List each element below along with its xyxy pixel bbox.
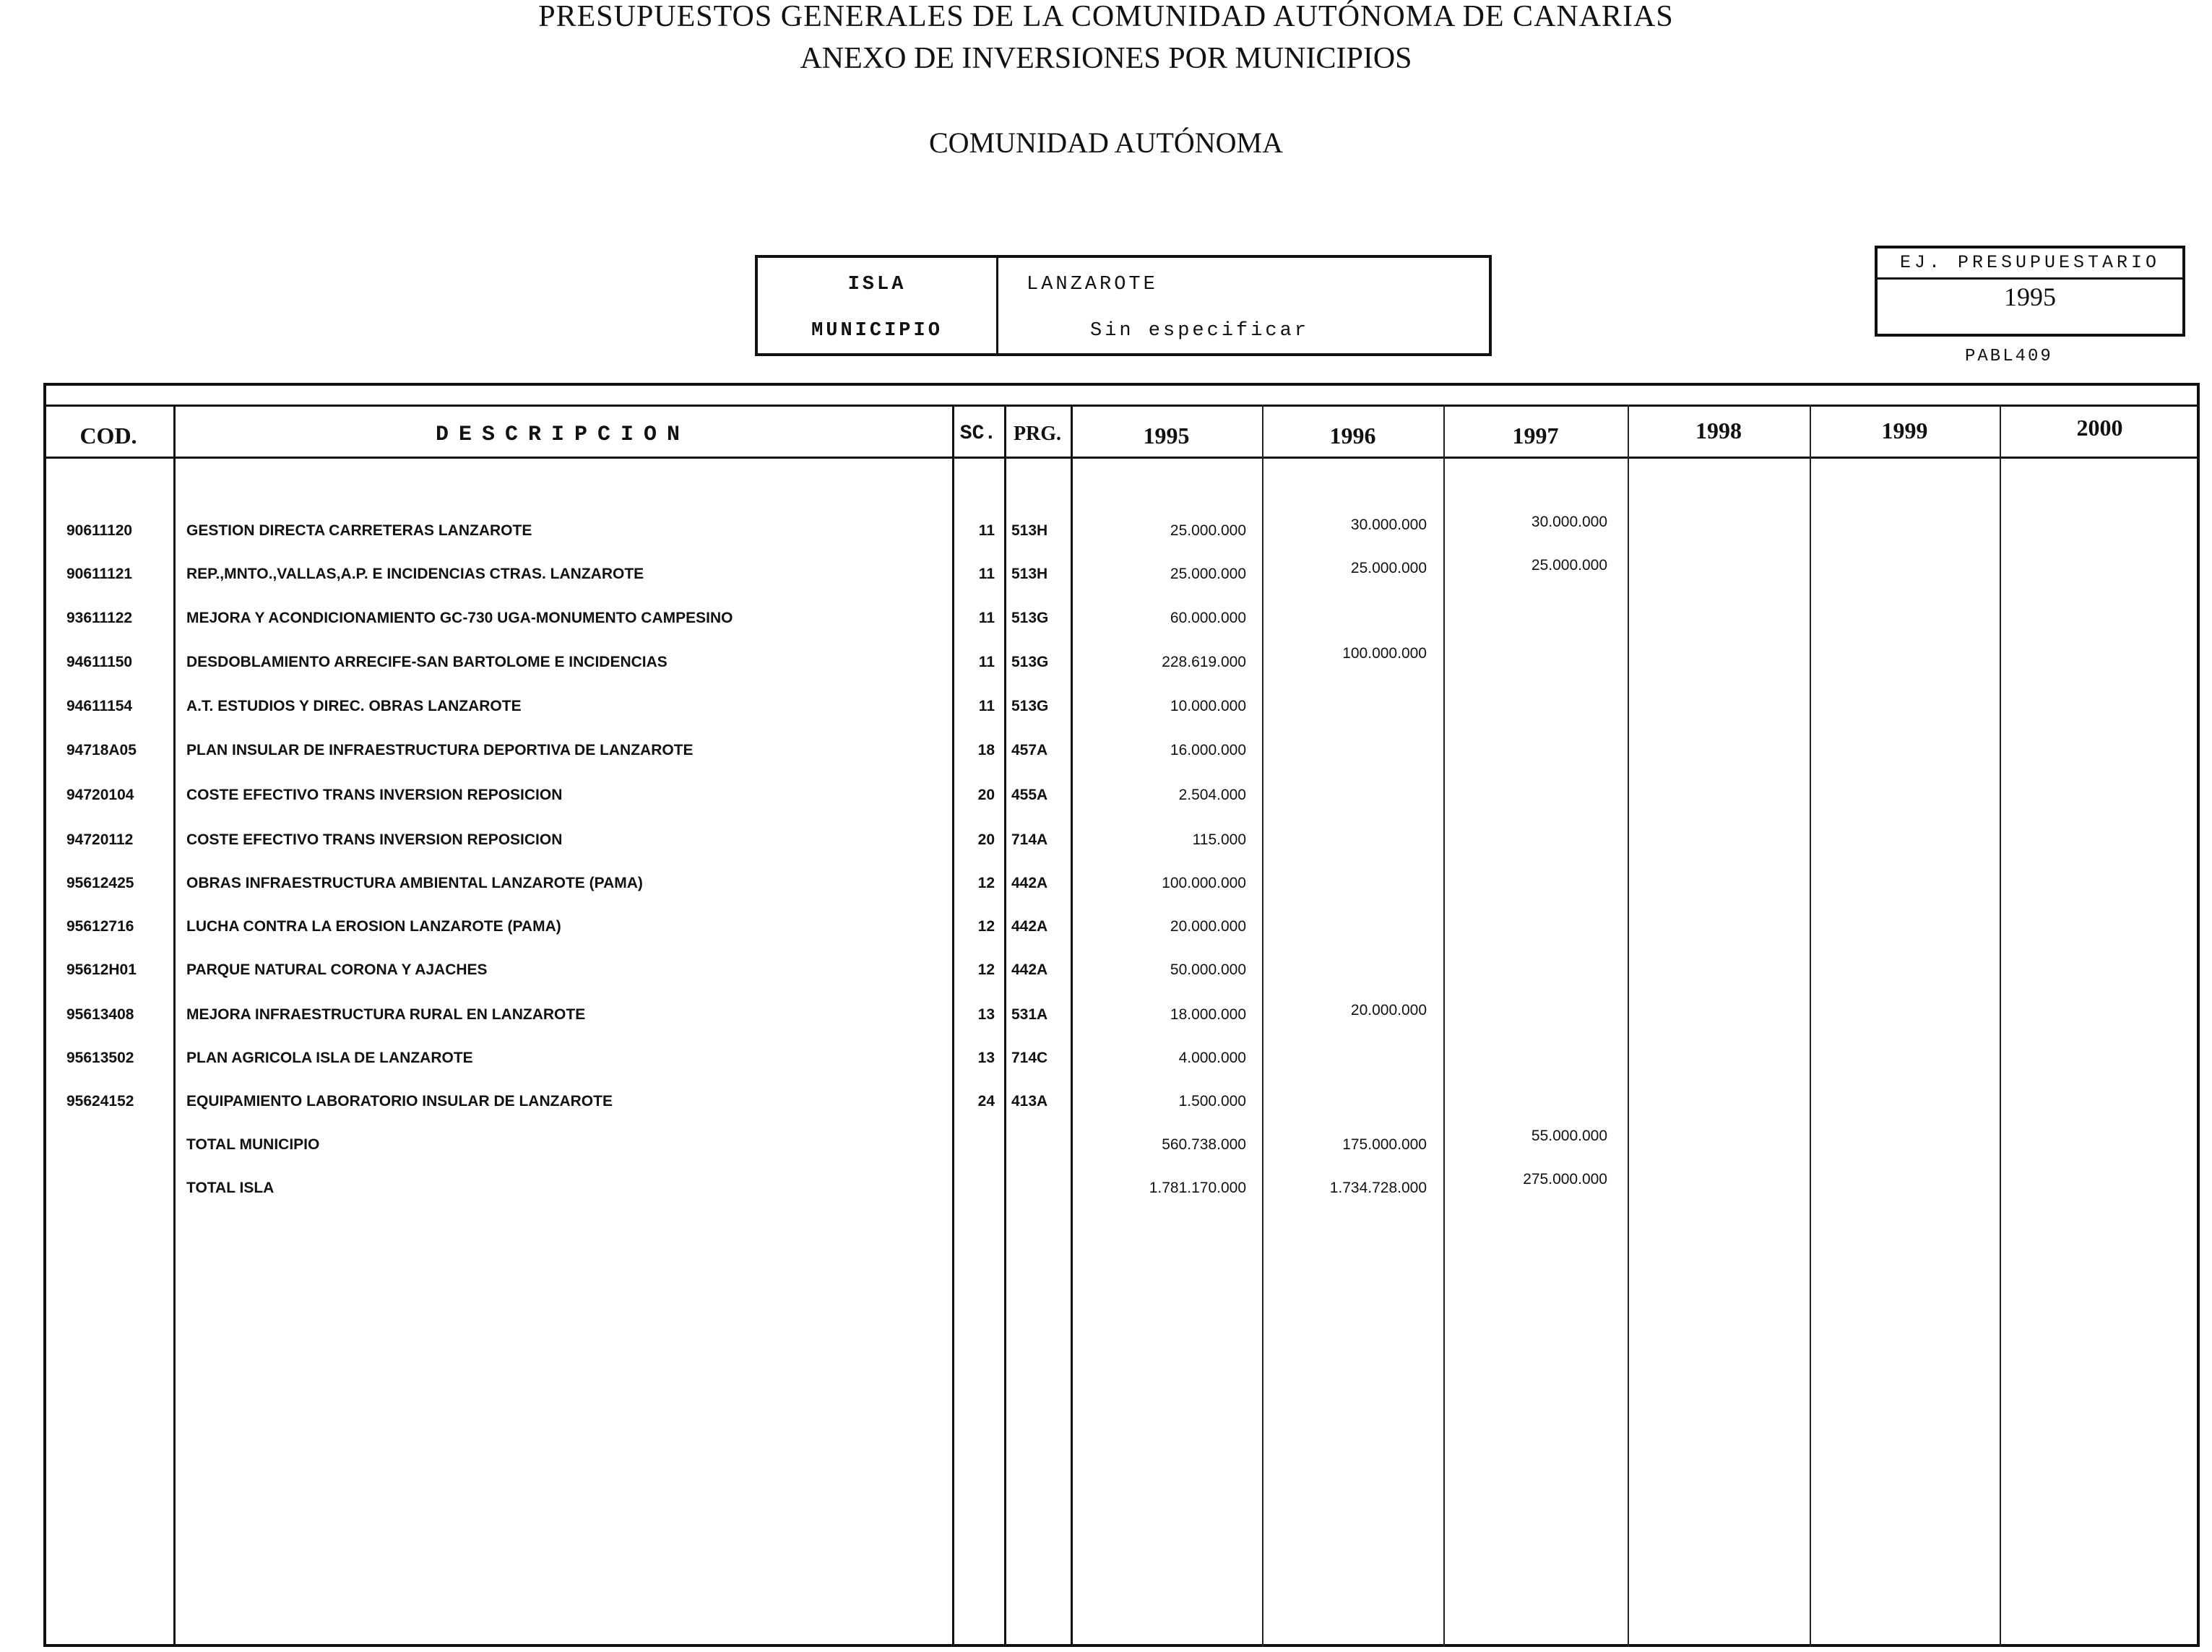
row-amount-1995: 1.781.170.000 [1149, 1180, 1246, 1196]
table-row [0, 786, 2212, 822]
row-code: 94611154 [66, 698, 133, 714]
col-header-descripcion: DESCRIPCION [435, 423, 691, 447]
row-prg: 442A [1011, 875, 1048, 891]
row-prg: 513G [1011, 698, 1049, 714]
row-sc: 12 [977, 918, 995, 935]
row-description: EQUIPAMIENTO LABORATORIO INSULAR DE LANZAROTE [186, 1093, 613, 1110]
row-amount-1995: 1.500.000 [1178, 1093, 1246, 1110]
row-amount-1996: 1.734.728.000 [1329, 1180, 1427, 1196]
table-row [0, 1002, 2212, 1042]
col-header-1995: 1995 [1143, 423, 1190, 449]
isla-label: ISLA [847, 274, 907, 295]
row-amount-1997: 25.000.000 [1531, 557, 1607, 574]
row-sc: 11 [978, 698, 995, 714]
row-prg: 513H [1011, 566, 1048, 582]
row-sc: 13 [977, 1006, 995, 1023]
row-code: 90611120 [66, 522, 133, 539]
table-row [0, 1092, 2212, 1128]
col-header-1999: 1999 [1881, 418, 1928, 444]
row-prg: 455A [1011, 787, 1048, 803]
row-code: 94611150 [66, 654, 133, 670]
row-sc: 12 [977, 875, 995, 891]
row-sc: 11 [978, 522, 995, 539]
row-code: 95612425 [66, 875, 134, 891]
row-amount-1996: 20.000.000 [1350, 1002, 1427, 1019]
row-sc: 12 [977, 961, 995, 978]
row-amount-1995: 4.000.000 [1178, 1050, 1246, 1066]
row-amount-1996: 30.000.000 [1350, 516, 1427, 533]
row-prg: 442A [1011, 918, 1048, 935]
row-description: A.T. ESTUDIOS Y DIREC. OBRAS LANZAROTE [186, 698, 522, 714]
row-description: OBRAS INFRAESTRUCTURA AMBIENTAL LANZAROTE (PAMA) [186, 875, 643, 891]
row-sc: 20 [977, 831, 995, 848]
row-amount-1995: 20.000.000 [1170, 918, 1246, 935]
row-code: 94720104 [66, 787, 134, 803]
row-amount-1995: 18.000.000 [1170, 1006, 1246, 1023]
location-divider [996, 258, 998, 353]
col-header-1998: 1998 [1695, 418, 1742, 444]
table-header-top-rule [43, 405, 2200, 407]
row-amount-1997: 30.000.000 [1531, 514, 1607, 530]
row-sc: 11 [978, 654, 995, 670]
row-amount-1995: 2.504.000 [1178, 787, 1246, 803]
row-code: 95613408 [66, 1006, 134, 1023]
row-sc: 20 [977, 787, 995, 803]
row-description: DESDOBLAMIENTO ARRECIFE-SAN BARTOLOME E INCIDENCIAS [186, 654, 668, 670]
row-prg: 714A [1011, 831, 1048, 848]
row-amount-1995: 60.000.000 [1170, 610, 1246, 626]
budget-year-label: EJ. PRESUPUESTARIO [1878, 248, 2182, 280]
row-amount-1996: 175.000.000 [1342, 1136, 1427, 1153]
row-description: PLAN INSULAR DE INFRAESTRUCTURA DEPORTIVA DE LANZAROTE [186, 742, 694, 758]
row-amount-1996: 25.000.000 [1350, 560, 1427, 576]
row-amount-1995: 560.738.000 [1162, 1136, 1246, 1153]
row-code: 93611122 [66, 610, 133, 626]
row-prg: 531A [1011, 1006, 1048, 1023]
table-row [0, 557, 2212, 601]
municipio-label: MUNICIPIO [811, 320, 943, 342]
row-amount-1996: 100.000.000 [1342, 645, 1427, 662]
col-header-sc: SC. [959, 423, 997, 445]
row-prg: 513H [1011, 522, 1048, 539]
row-description: TOTAL MUNICIPIO [186, 1136, 320, 1153]
table-row [0, 874, 2212, 910]
row-code: 94718A05 [66, 742, 137, 758]
row-prg: 714C [1011, 1050, 1048, 1066]
row-sc: 18 [977, 742, 995, 758]
table-row [0, 961, 2212, 997]
table-row [0, 514, 2212, 558]
document-title: PRESUPUESTOS GENERALES DE LA COMUNIDAD AUTÓNOMA DE CANARIAS [538, 0, 1674, 33]
row-description: PLAN AGRICOLA ISLA DE LANZAROTE [186, 1050, 473, 1066]
table-row [0, 609, 2212, 645]
col-header-2000: 2000 [2076, 415, 2123, 441]
col-header-cod: COD. [79, 423, 137, 449]
row-amount-1995: 25.000.000 [1170, 522, 1246, 539]
row-description: MEJORA Y ACONDICIONAMIENTO GC-730 UGA-MONUMENTO CAMPESINO [186, 610, 733, 626]
section-title: COMUNIDAD AUTÓNOMA [929, 126, 1283, 159]
row-sc: 11 [978, 610, 995, 626]
row-amount-1997: 275.000.000 [1523, 1171, 1607, 1188]
document-subtitle: ANEXO DE INVERSIONES POR MUNICIPIOS [800, 42, 1412, 75]
row-amount-1995: 25.000.000 [1170, 566, 1246, 582]
table-header-bottom-rule [43, 457, 2200, 459]
row-code: 90611121 [66, 566, 133, 582]
row-prg: 457A [1011, 742, 1048, 758]
col-header-prg: PRG. [1013, 423, 1062, 445]
row-prg: 513G [1011, 654, 1049, 670]
municipio-value: Sin especificar [1090, 320, 1310, 342]
row-description: LUCHA CONTRA LA EROSION LANZAROTE (PAMA) [186, 918, 561, 935]
row-sc: 13 [977, 1050, 995, 1066]
row-amount-1995: 100.000.000 [1162, 875, 1246, 891]
table-row [0, 1171, 2212, 1215]
col-header-1997: 1997 [1512, 423, 1559, 449]
location-box [755, 255, 1492, 356]
row-amount-1995: 228.619.000 [1162, 654, 1246, 670]
col-header-1996: 1996 [1329, 423, 1376, 449]
row-description: COSTE EFECTIVO TRANS INVERSION REPOSICION [186, 787, 563, 803]
budget-year-value: 1995 [2004, 282, 2056, 311]
row-sc: 11 [978, 566, 995, 582]
table-row [0, 831, 2212, 867]
budget-year-box [1875, 246, 2185, 337]
row-prg: 413A [1011, 1093, 1048, 1110]
row-description: MEJORA INFRAESTRUCTURA RURAL EN LANZAROTE [186, 1006, 586, 1023]
table-row [0, 1049, 2212, 1085]
table-row [0, 645, 2212, 689]
row-description: COSTE EFECTIVO TRANS INVERSION REPOSICION [186, 831, 563, 848]
isla-value: LANZAROTE [1027, 274, 1158, 295]
row-code: 95612716 [66, 918, 134, 935]
table-row [0, 697, 2212, 733]
row-sc: 24 [977, 1093, 995, 1110]
row-description: PARQUE NATURAL CORONA Y AJACHES [186, 961, 488, 978]
row-amount-1995: 10.000.000 [1170, 698, 1246, 714]
table-row [0, 741, 2212, 777]
row-code: 94720112 [66, 831, 134, 848]
row-amount-1995: 50.000.000 [1170, 961, 1246, 978]
row-amount-1995: 16.000.000 [1170, 742, 1246, 758]
table-row [0, 917, 2212, 953]
row-description: TOTAL ISLA [186, 1180, 275, 1196]
row-description: GESTION DIRECTA CARRETERAS LANZAROTE [186, 522, 532, 539]
row-amount-1997: 55.000.000 [1531, 1128, 1607, 1144]
row-description: REP.,MNTO.,VALLAS,A.P. E INCIDENCIAS CTRAS. LANZAROTE [186, 566, 644, 582]
row-prg: 513G [1011, 610, 1049, 626]
row-amount-1995: 115.000 [1192, 831, 1246, 848]
row-code: 95612H01 [66, 961, 137, 978]
form-code: PABL409 [1965, 347, 2053, 366]
table-row [0, 1128, 2212, 1172]
row-prg: 442A [1011, 961, 1048, 978]
row-code: 95624152 [66, 1093, 134, 1110]
row-code: 95613502 [66, 1050, 134, 1066]
